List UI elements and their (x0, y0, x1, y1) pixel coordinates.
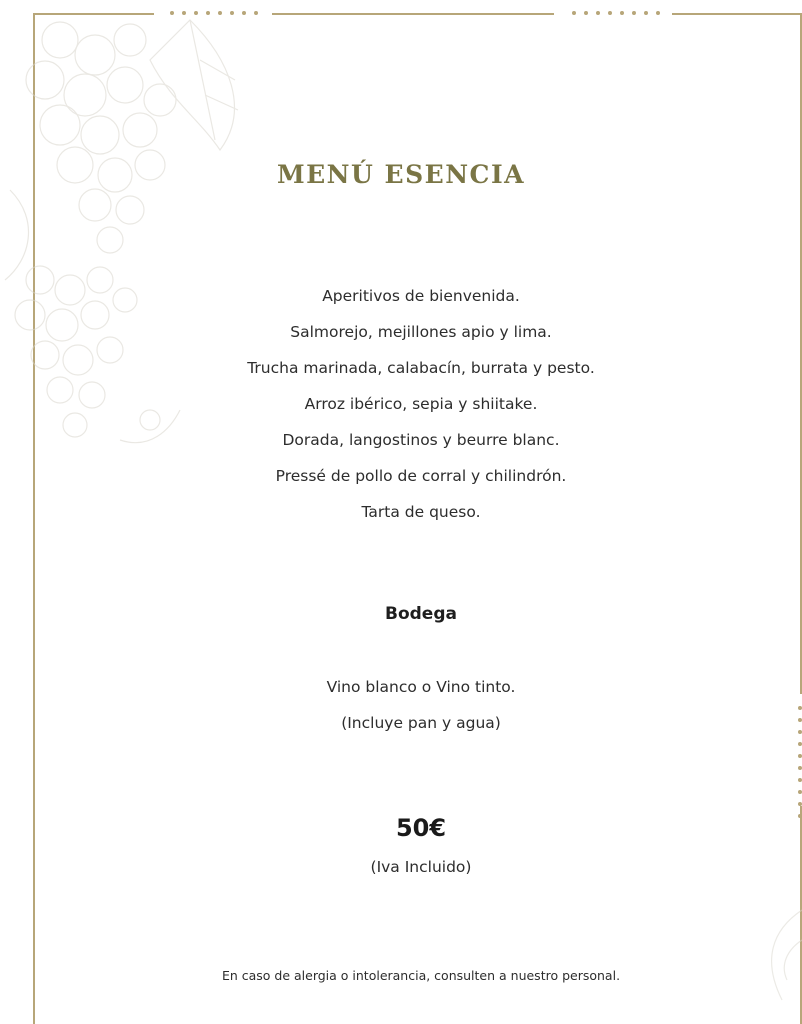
menu-price: 50€ (395, 814, 447, 842)
dish-item: Pressé de pollo de corral y chilindrón. (275, 467, 567, 485)
dish-item: Dorada, langostinos y beurre blanc. (282, 431, 560, 449)
dish-list (0, 278, 802, 530)
dish-item: Trucha marinada, calabacín, burrata y pesto. (247, 359, 595, 377)
dotted-ornament-top-right (572, 11, 660, 15)
tax-note: (Iva Incluido) (370, 858, 472, 876)
bodega-heading: Bodega (385, 604, 457, 624)
frame-top-border-middle (272, 13, 554, 15)
dish-item: Aperitivos de bienvenida. (322, 287, 520, 305)
dish-item: Arroz ibérico, sepia y shiitake. (304, 395, 538, 413)
leaf-illustration-icon (752, 900, 802, 1010)
wine-option: Vino blanco o Vino tinto. (326, 678, 516, 696)
dish-item: Salmorejo, mejillones apio y lima. (290, 323, 552, 341)
frame-top-border-right (672, 13, 802, 15)
dish-item: Tarta de queso. (361, 503, 481, 521)
allergy-note: En caso de alergia o intolerancia, consulten a nuestro personal. (221, 968, 621, 983)
includes-note: (Incluye pan y agua) (341, 714, 501, 732)
menu-title: MENÚ ESENCIA (276, 160, 526, 189)
